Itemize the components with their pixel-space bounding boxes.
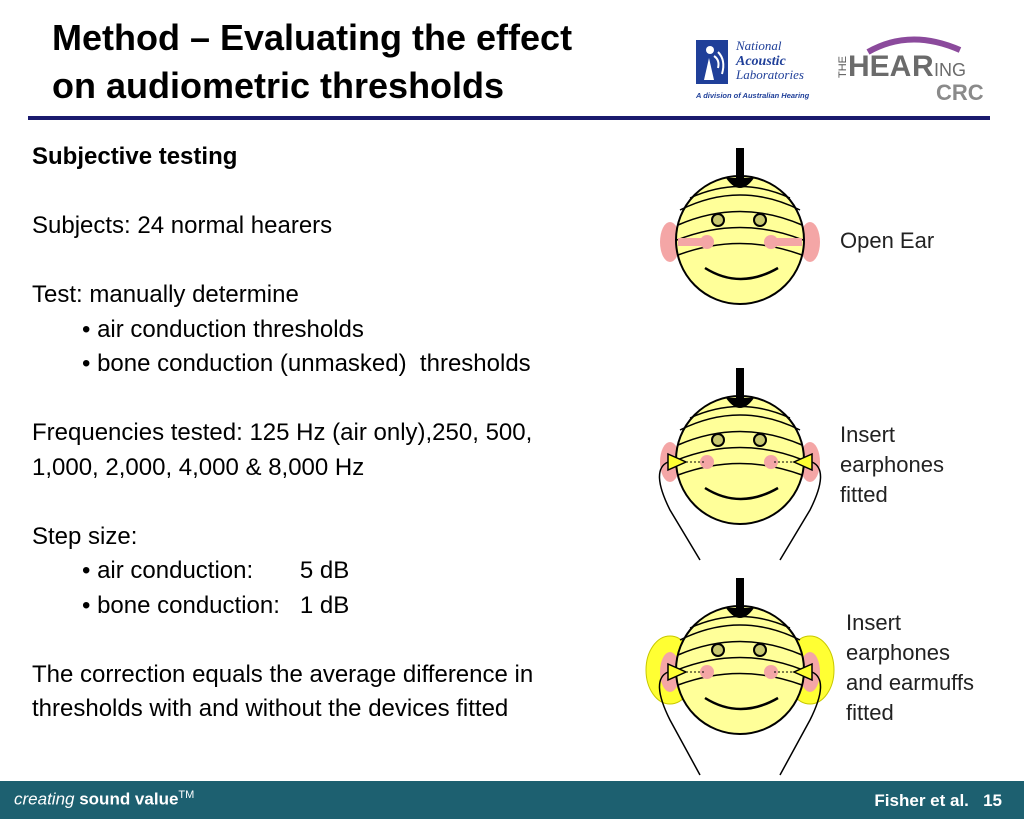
footer-sound-value: sound value <box>79 789 179 809</box>
frequencies-line-1: Frequencies tested: 125 Hz (air only),250, 500, <box>32 419 533 446</box>
hear-ing: ING <box>934 60 967 80</box>
step-size-intro: Step size: <box>32 522 138 550</box>
subjects-line: Subjects: 24 normal hearers <box>32 212 333 239</box>
title-line-2: on audiometric thresholds <box>52 65 505 106</box>
footer-brand <box>14 789 194 810</box>
title-line-1: Method – Evaluating the effect <box>52 17 573 58</box>
footer-citation <box>874 791 1002 811</box>
hear-hea: HEA <box>848 50 912 83</box>
hear-r: R <box>912 50 934 83</box>
label2-line2: earphones <box>840 452 944 477</box>
label-open-ear <box>840 226 934 256</box>
footer-bar <box>0 781 1024 819</box>
hearing-crc-logo <box>830 30 990 104</box>
label2-line3: fitted <box>840 482 888 507</box>
footer-creating: creating <box>14 789 75 809</box>
slide-body <box>32 140 642 727</box>
nal-logo <box>694 36 814 102</box>
label2-line1: Insert <box>840 422 896 447</box>
footer-tm: TM <box>178 789 195 801</box>
label3-line1: Insert <box>846 610 902 635</box>
label3-line4: fitted <box>846 700 894 725</box>
heads-illustration <box>640 140 840 780</box>
nal-text-division: A division of Australian Hearing <box>696 91 810 100</box>
head-insert-earphones <box>659 368 820 560</box>
nal-text-acoustic: Acoustic <box>736 54 786 69</box>
page-number: 15 <box>983 791 1002 810</box>
title-rule <box>28 116 990 120</box>
label3-line2: earphones <box>846 640 950 665</box>
test-item-air: • air conduction thresholds <box>82 315 364 343</box>
test-intro: Test: manually determine <box>32 281 299 308</box>
label-insert-earphones <box>840 420 944 510</box>
label3-line3: and earmuffs <box>846 670 975 695</box>
hear-the: THE <box>837 56 849 78</box>
subjective-testing-heading: Subjective testing <box>32 143 238 170</box>
head-open-ear <box>660 148 820 304</box>
step-item-air: • air conduction: 5 dB <box>82 557 350 584</box>
slide-title <box>52 14 672 110</box>
head-insert-earphones-earmuffs <box>646 578 834 775</box>
label-insert-earphones-earmuffs <box>846 608 974 728</box>
test-item-bone: • bone conduction (unmasked) thresholds <box>82 350 531 377</box>
citation-text: Fisher et al. <box>874 791 969 810</box>
frequencies-line-2: 1,000, 2,000, 4,000 & 8,000 Hz <box>32 453 365 481</box>
label-open-ear-text: Open Ear <box>840 228 935 253</box>
correction-line-1: The correction equals the average difference in <box>32 660 534 688</box>
correction-line-2: thresholds with and without the devices fitted <box>32 695 509 722</box>
nal-text-laboratories: Laboratories <box>736 67 804 82</box>
step-item-bone: • bone conduction: 1 dB <box>82 591 350 619</box>
hear-crc: CRC <box>936 80 984 104</box>
nal-text-national: National <box>736 38 782 53</box>
